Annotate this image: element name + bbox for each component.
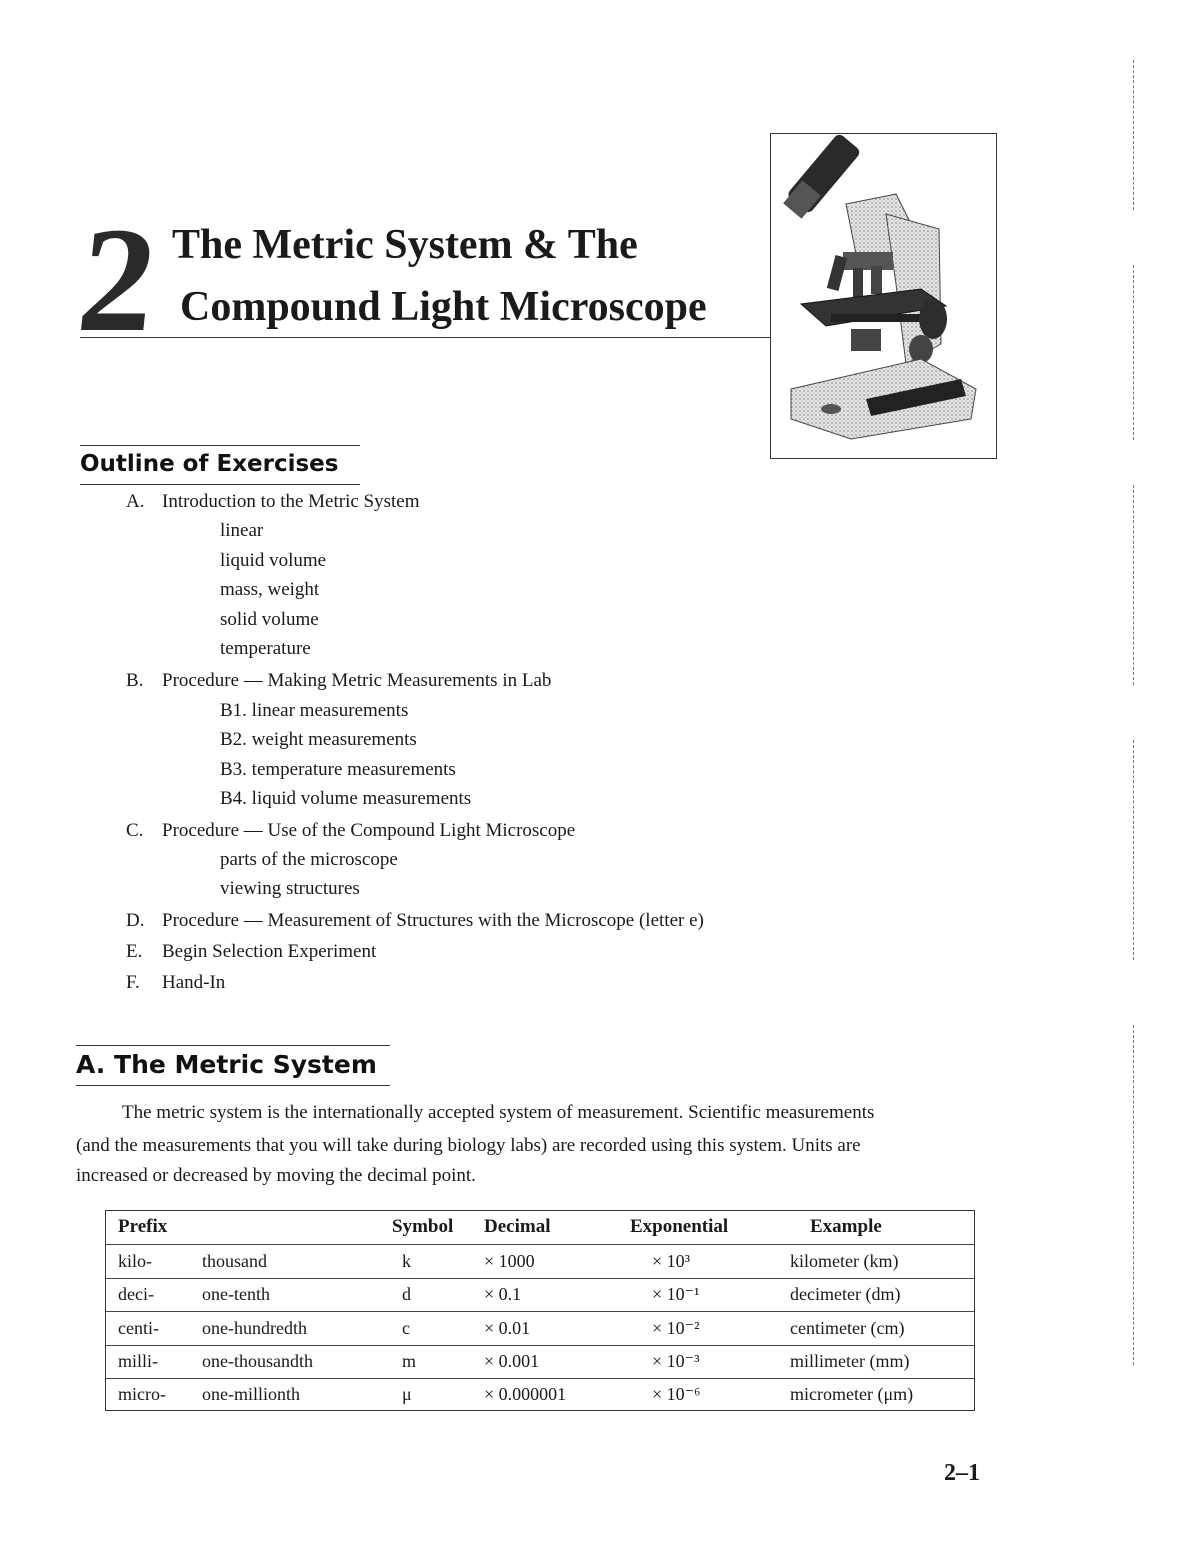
table-cell: decimeter (dm)	[790, 1284, 901, 1304]
outline-item-text: linear	[220, 520, 264, 541]
table-cell: × 0.01	[484, 1318, 531, 1338]
table-row-divider	[106, 1278, 974, 1279]
table-cell: μ	[402, 1384, 412, 1404]
outline-item-letter: A.	[126, 491, 145, 512]
paragraph-line: The metric system is the internationally accepted system of measurement. Scientific measurements	[122, 1102, 875, 1123]
microscope-icon	[771, 134, 995, 457]
section-a-rule-top	[76, 1045, 390, 1046]
margin-mark	[1133, 265, 1134, 440]
outline-item-text: mass, weight	[220, 579, 320, 600]
table-row-divider	[106, 1378, 974, 1379]
table-cell: × 0.1	[484, 1284, 522, 1304]
outline-item-text: B2. weight measurements	[220, 729, 417, 750]
table-cell: × 10³	[652, 1251, 691, 1271]
table-cell: × 0.001	[484, 1351, 540, 1371]
outline-heading: Outline of Exercises	[80, 451, 339, 477]
table-cell: one-thousandth	[202, 1351, 313, 1371]
table-row-divider	[106, 1311, 974, 1312]
table-cell: milli-	[118, 1351, 158, 1371]
table-cell: × 10⁻⁶	[652, 1384, 701, 1404]
table-cell: millimeter (mm)	[790, 1351, 910, 1371]
margin-mark	[1133, 60, 1134, 210]
table-cell: × 1000	[484, 1251, 535, 1271]
outline-rule-bottom	[80, 484, 360, 485]
table-cell: d	[402, 1284, 411, 1304]
table-cell: micro-	[118, 1384, 166, 1404]
table-header-cell: Symbol	[392, 1216, 454, 1237]
page-number: 2–1	[944, 1460, 980, 1486]
outline-item-text: B1. linear measurements	[220, 700, 409, 721]
table-cell: kilometer (km)	[790, 1251, 899, 1271]
chapter-number: 2	[71, 197, 164, 363]
table-cell: centimeter (cm)	[790, 1318, 905, 1338]
outline-item-text: temperature	[220, 638, 311, 659]
table-cell: × 0.000001	[484, 1384, 567, 1404]
margin-mark	[1133, 485, 1134, 685]
outline-item-letter: C.	[126, 820, 144, 841]
outline-item-text: viewing structures	[220, 878, 360, 899]
outline-item-text: B4. liquid volume measurements	[220, 788, 472, 809]
table-cell: m	[402, 1351, 417, 1371]
table-row-divider	[106, 1244, 974, 1245]
outline-item-text: Procedure — Use of the Compound Light Microscope	[162, 820, 576, 841]
outline-item-text: solid volume	[220, 609, 319, 630]
table-cell: deci-	[118, 1284, 154, 1304]
table-cell: one-tenth	[202, 1284, 270, 1304]
outline-item-letter: B.	[126, 670, 144, 691]
table-header-cell: Example	[810, 1216, 882, 1237]
table-cell: × 10⁻³	[652, 1351, 700, 1371]
outline-item-letter: E.	[126, 941, 143, 962]
outline-item-letter: F.	[126, 972, 140, 993]
outline-item-text: B3. temperature measurements	[220, 759, 456, 780]
outline-item-letter: D.	[126, 910, 145, 931]
margin-mark	[1133, 740, 1134, 960]
table-cell: one-millionth	[202, 1384, 300, 1404]
table-cell: thousand	[202, 1251, 267, 1271]
outline-item-text: Introduction to the Metric System	[162, 491, 420, 512]
table-cell: c	[402, 1318, 410, 1338]
outline-item-text: parts of the microscope	[220, 849, 398, 870]
chapter-title-line-2: Compound Light Microscope	[180, 284, 707, 330]
outline-item-text: Begin Selection Experiment	[162, 941, 377, 962]
table-header-cell: Exponential	[630, 1216, 729, 1237]
table-header-cell: Decimal	[484, 1216, 551, 1237]
table-row-divider	[106, 1345, 974, 1346]
outline-rule-top	[80, 445, 360, 446]
chapter-title-line-1: The Metric System & The	[172, 222, 638, 268]
section-a-heading: A. The Metric System	[76, 1050, 377, 1079]
table-cell: k	[402, 1251, 411, 1271]
table-cell: micrometer (μm)	[790, 1384, 914, 1404]
outline-item-text: Hand-In	[162, 972, 226, 993]
margin-mark	[1133, 1025, 1134, 1365]
table-cell: centi-	[118, 1318, 159, 1338]
metric-prefix-table	[105, 1210, 975, 1411]
table-cell: one-hundredth	[202, 1318, 307, 1338]
outline-item-text: Procedure — Making Metric Measurements in Lab	[162, 670, 552, 691]
section-a-rule-bottom	[76, 1085, 390, 1086]
table-cell: kilo-	[118, 1251, 152, 1271]
table-cell: × 10⁻¹	[652, 1284, 700, 1304]
outline-item-text: liquid volume	[220, 550, 327, 571]
paragraph-line: (and the measurements that you will take during biology labs) are recorded using this system. Units are	[76, 1135, 861, 1156]
outline-item-text: Procedure — Measurement of Structures with the Microscope (letter e)	[162, 910, 704, 931]
table-header-cell: Prefix	[118, 1216, 168, 1237]
paragraph-line: increased or decreased by moving the decimal point.	[76, 1165, 476, 1186]
table-cell: × 10⁻²	[652, 1318, 700, 1338]
microscope-figure	[770, 133, 997, 459]
title-rule	[80, 337, 770, 338]
